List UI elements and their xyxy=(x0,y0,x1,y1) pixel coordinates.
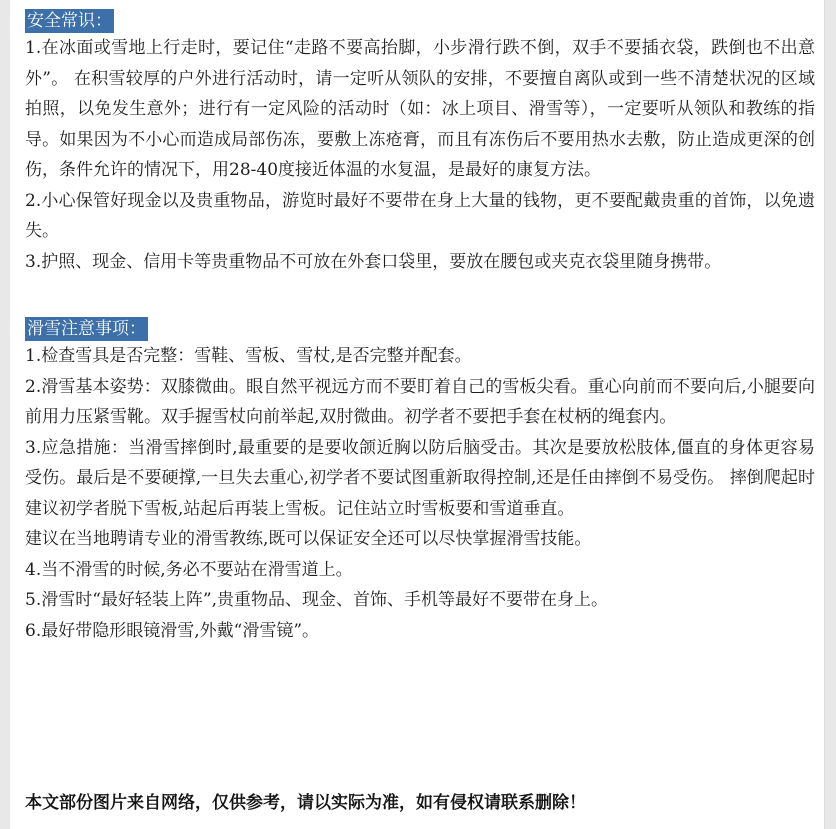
ski-paragraph: 3.应急措施：当滑雪摔倒时,最重要的是要收颌近胸以防后脑受击。其次是要放松肢体,僵直的身体更容易受伤。最后是不要硬撑,一旦失去重心,初学者不要试图重新取得控制,还是任由摔倒不易受伤。 摔倒爬起时建议初学者脱下雪板,站起后再装上雪板。记住站立时雪板要和雪道垂直。 xyxy=(25,437,815,519)
ski-heading: 滑雪注意事项： xyxy=(27,319,146,339)
ski-paragraph: 1.检查雪具是否完整：雪鞋、雪板、雪杖,是否完整并配套。 xyxy=(25,346,472,366)
safety-heading: 安全常识： xyxy=(27,11,112,31)
ski-paragraph: 6.最好带隐形眼镜滑雪,外戴“滑雪镜”。 xyxy=(25,620,320,641)
safety-section xyxy=(25,9,815,277)
document-page xyxy=(10,0,825,829)
ski-paragraph: 建议在当地聘请专业的滑雪教练,既可以保证安全还可以尽快掌握滑雪技能。 xyxy=(25,529,592,549)
ski-paragraph: 5.滑雪时“最好轻装上阵”,贵重物品、现金、首饰、手机等最好不要带在身上。 xyxy=(25,590,609,610)
copyright-notice: 本文部份图片来自网络，仅供参考，请以实际为准，如有侵权请联系删除！ xyxy=(25,793,586,813)
ski-section xyxy=(25,317,815,646)
ski-paragraph: 2.滑雪基本姿势：双膝微曲。眼自然平视远方而不要盯着自己的雪板尖看。重心向前而不要向后,小腿要向前用力压紧雪靴。双手握雪杖向前举起,双肘微曲。初学者不要把手套在杖柄的绳套内。 xyxy=(25,376,815,427)
safety-paragraph: 2.小心保管好现金以及贵重物品，游览时最好不要带在身上大量的钱物，更不要配戴贵重的首饰，以免遗失。 xyxy=(25,190,815,241)
ski-paragraph: 4.当不滑雪的时候,务必不要站在滑雪道上。 xyxy=(25,559,353,580)
safety-paragraph: 3.护照、现金、信用卡等贵重物品不可放在外套口袋里，要放在腰包或夹克衣袋里随身携带。 xyxy=(25,251,722,272)
safety-paragraph: 1.在冰面或雪地上行走时，要记住“走路不要高抬脚，小步滑行跌不倒，双手不要插衣袋，跌倒也不出意外”。 在积雪较厚的户外进行活动时，请一定听从领队的安排，不要擅自离队或到一些不清楚状况的区域拍照，以免发生意外；进行有一定风险的活动时（如：冰上项目、滑雪等），一定要听从领队和教练的指导。如果因为不小心而造成局部伤冻，要敷上冻疮膏，而且有冻伤后不要用热水去敷，防止造成更深的创伤，条件允许的情况下，用28-40度接近体温的水复温，是最好的康复方法。 xyxy=(25,38,815,180)
document-content xyxy=(25,9,815,646)
section-spacer xyxy=(25,277,815,317)
